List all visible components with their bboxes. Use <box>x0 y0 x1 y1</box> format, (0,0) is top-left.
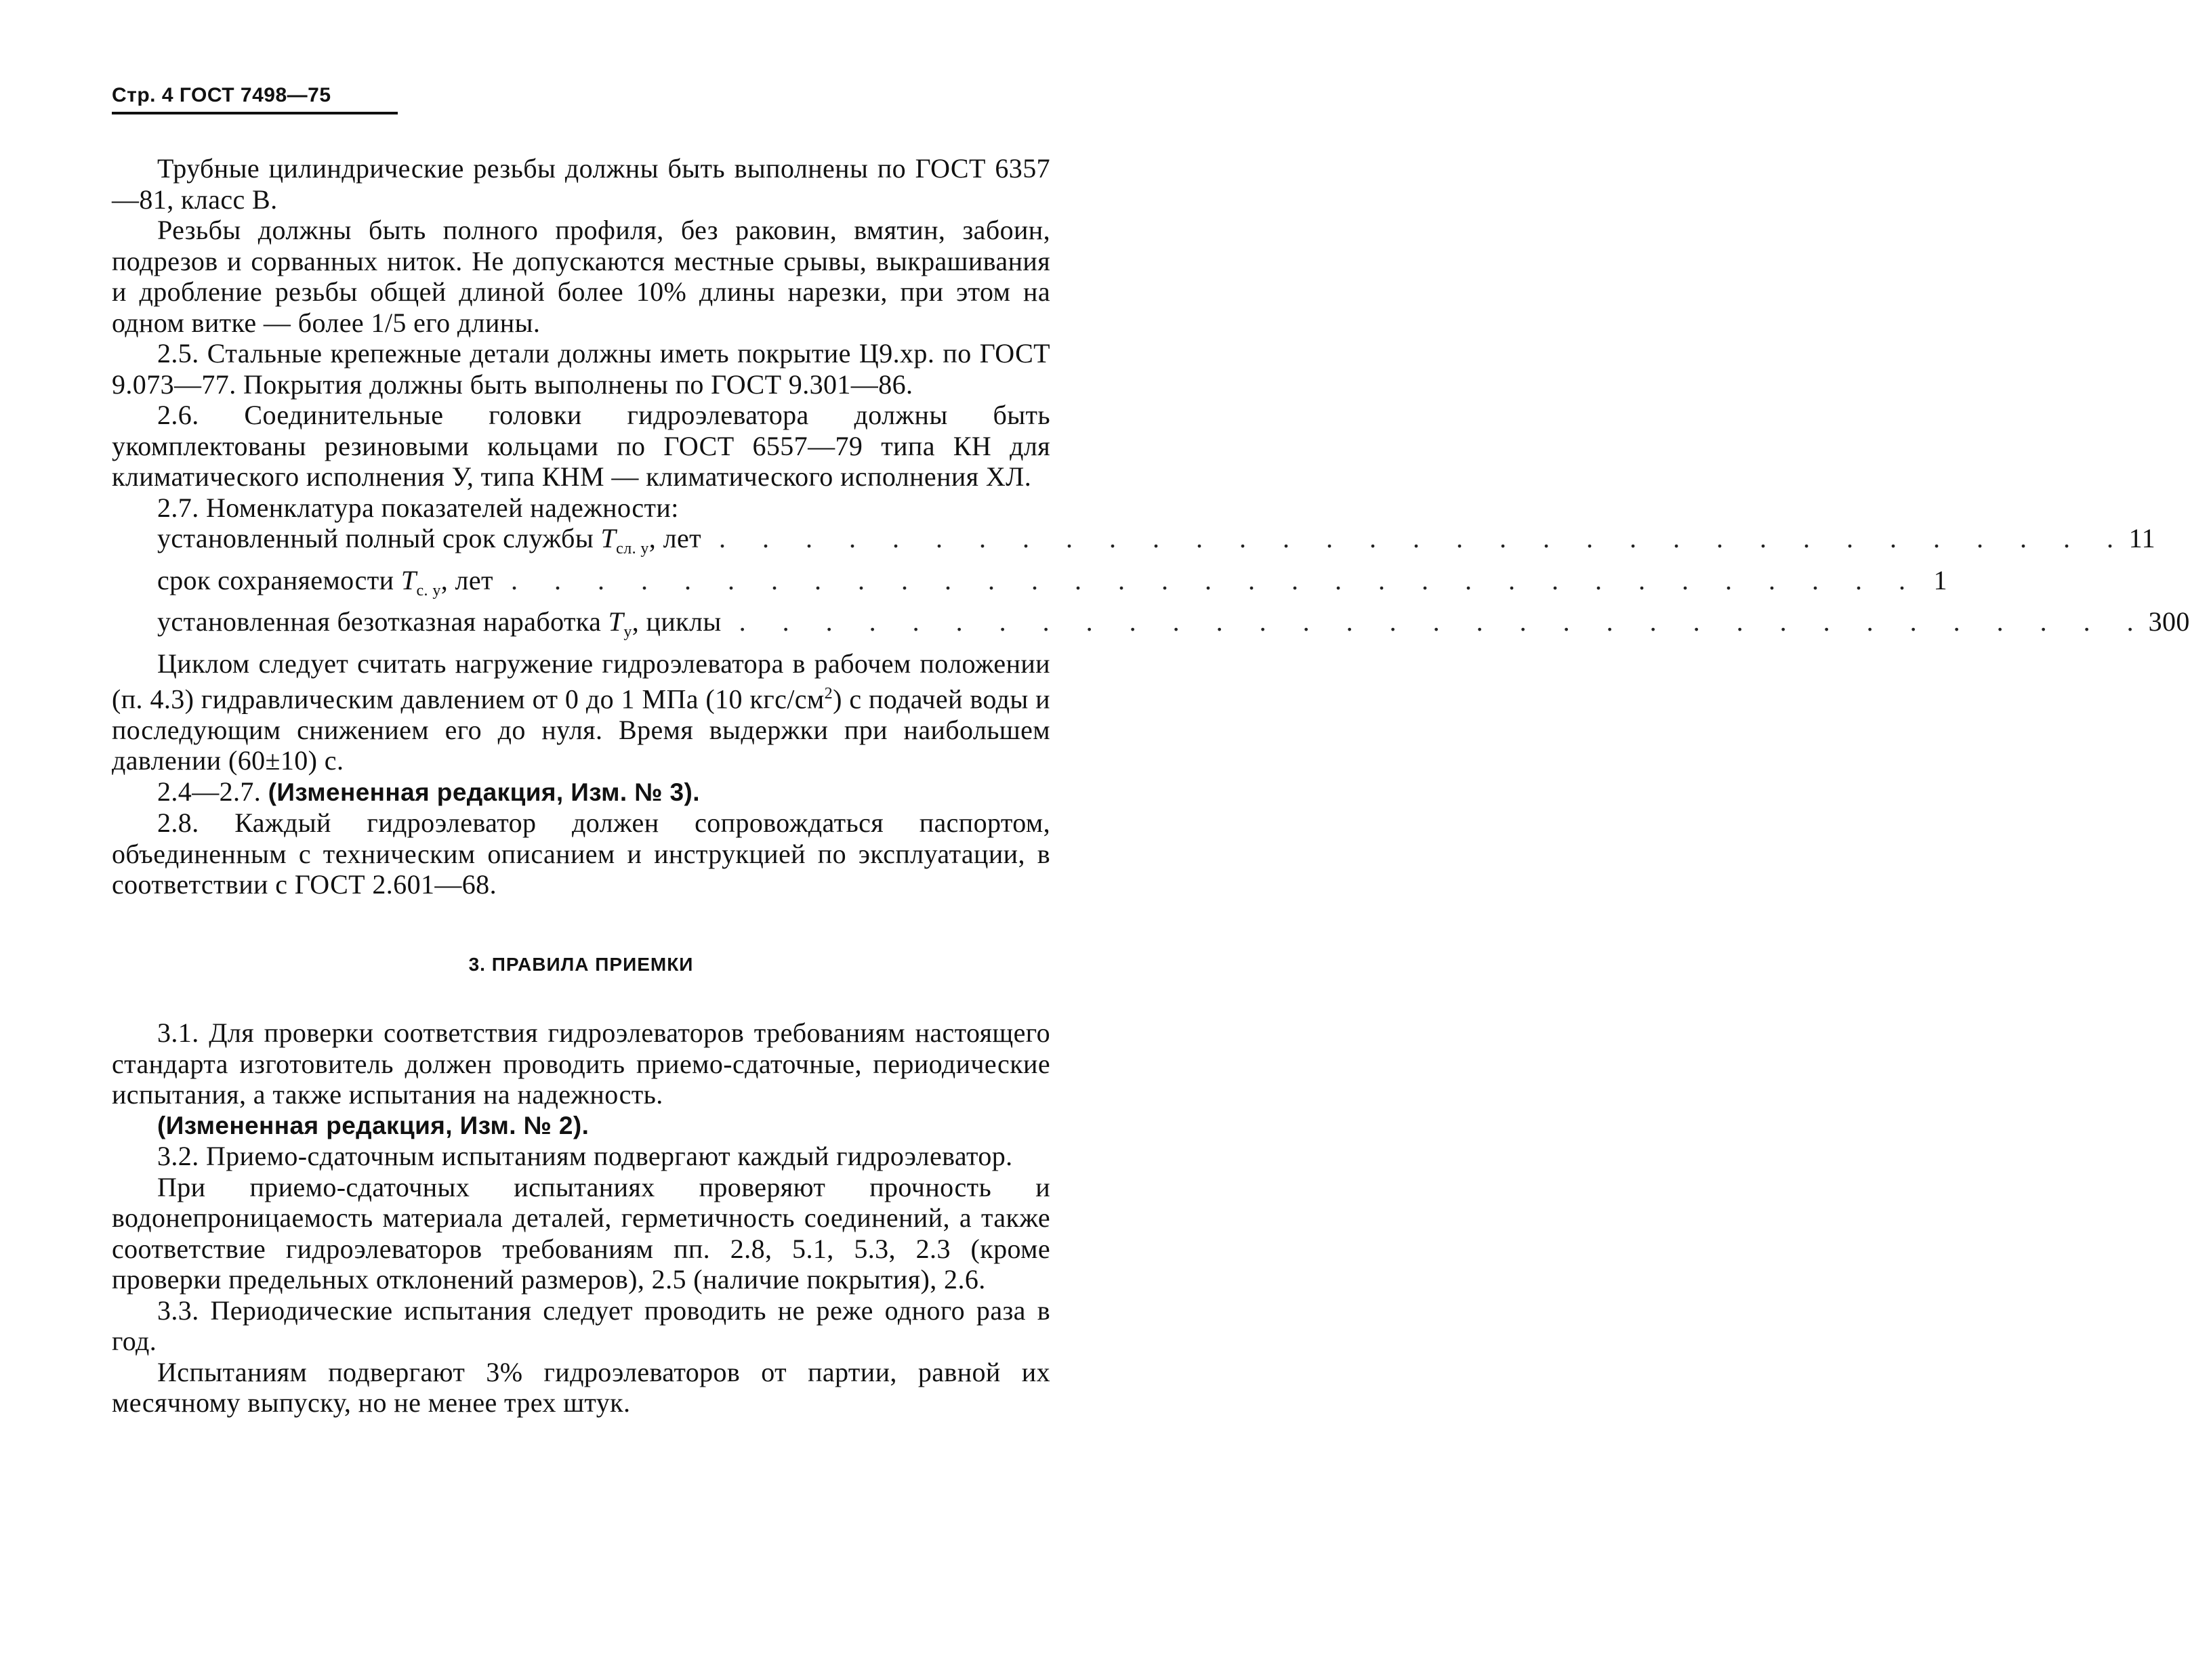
list-item-label: установленная безотказная наработка $T_у$, циклы <box>157 606 722 641</box>
amendment-note-2: (Измененная редакция, Изм. № 2). <box>157 1111 590 1139</box>
list-item <box>112 564 1947 607</box>
paragraph-3-1: 3.1. Для проверки соответствия гидроэлеваторов требованиям настоящего стандарта изготовитель должен проводить приемо-сдаточные, периодические испытания, а также испытания на надежность. <box>112 1017 1050 1110</box>
list-item <box>112 523 2155 565</box>
amendment-note-3: 2.4—2.7. (Измененная редакция, Изм. № 3). <box>157 776 700 807</box>
paragraph-sample-size: Испытаниям подвергают 3% гидроэлеваторов от партии, равной их месячному выпуску, но не менее трех штук. <box>112 1356 1050 1419</box>
list-item <box>112 606 2190 648</box>
document-body <box>112 153 2190 1419</box>
paragraph-thread-profile: Резьбы должны быть полного профиля, без раковин, вмятин, забоин, подрезов и сорванных ниток. Не допускаются местные срывы, выкрашивания и дробление резьбы общей длиной более 10% длины нарезки, при этом на одном витке — более 1/5 его длины. <box>112 215 1050 338</box>
list-item-value: 1 <box>1933 564 1947 595</box>
leader-dots: . . . . . . . . . . . . . . . . . . . . . . . . . . . . . . . . . <box>510 564 1920 595</box>
paragraph-2-5: 2.5. Стальные крепежные детали должны иметь покрытие Ц9.хр. по ГОСТ 9.073—77. Покрытия должны быть выполнены по ГОСТ 9.301—86. <box>112 338 1050 400</box>
paragraph-cycle-definition: Циклом следует считать нагружение гидроэлеватора в рабочем положении (п. 4.3) гидравлическим давлением от 0 до 1 МПа (10 кгс/$см^2$) с подачей воды и последующим снижением его до нуля. Время выдержки при наибольшем давлении (60±10) с. <box>112 648 1050 776</box>
header-rule <box>112 112 398 114</box>
paragraph-2-6: 2.6. Соединительные головки гидроэлеватора должны быть укомплектованы резиновыми кольцами по ГОСТ 6557—79 типа КН для климатического исполнения У, типа КНМ — климатического исполнения ХЛ. <box>112 400 1050 492</box>
paragraph-acceptance-checks: При приемо-сдаточных испытаниях проверяют прочность и водонепроницаемость материала деталей, герметичность соединений, а также соответствие гидроэлеваторов требованиям пп. 2.8, 5.1, 5.3, 2.3 (кроме проверки предельных отклонений размеров), 2.5 (наличие покрытия), 2.6. <box>112 1171 1050 1295</box>
section-title: 3. ПРАВИЛА ПРИЕМКИ <box>468 953 694 975</box>
paragraph-pipe-threads: Трубные цилиндрические резьбы должны быть выполнены по ГОСТ 6357—81, класс В. <box>112 153 1050 215</box>
paragraph-2-8: 2.8. Каждый гидроэлеватор должен сопровождаться паспортом, объединенным с техническим описанием и инструкцией по эксплуатации, в соответствии с ГОСТ 2.601—68. <box>112 807 1050 900</box>
list-item-label: срок сохраняемости $T_{с. у}$, лет <box>157 564 493 600</box>
paragraph-3-3: 3.3. Периодические испытания следует проводить не реже одного раза в год. <box>112 1295 1050 1357</box>
leader-dots: . . . . . . . . . . . . . . . . . . . . . . . . . . . . . . . . . <box>739 606 2149 637</box>
leader-dots: . . . . . . . . . . . . . . . . . . . . . . . . . . . . . . . . . <box>719 523 2128 553</box>
reliability-list <box>112 523 2190 648</box>
page-header: Стр. 4 ГОСТ 7498—75 <box>112 84 331 106</box>
paragraph-3-2: 3.2. Приемо-сдаточным испытаниям подвергают каждый гидроэлеватор. <box>157 1141 1013 1172</box>
document-page <box>112 0 2190 1680</box>
paragraph-2-7: 2.7. Номенклатура показателей надежности: <box>157 492 679 523</box>
list-item-label: установленный полный срок службы $T_{сл. у}$, лет <box>157 523 701 558</box>
list-item-value: 11 <box>2128 523 2155 553</box>
list-item-value: 300 <box>2148 606 2190 637</box>
